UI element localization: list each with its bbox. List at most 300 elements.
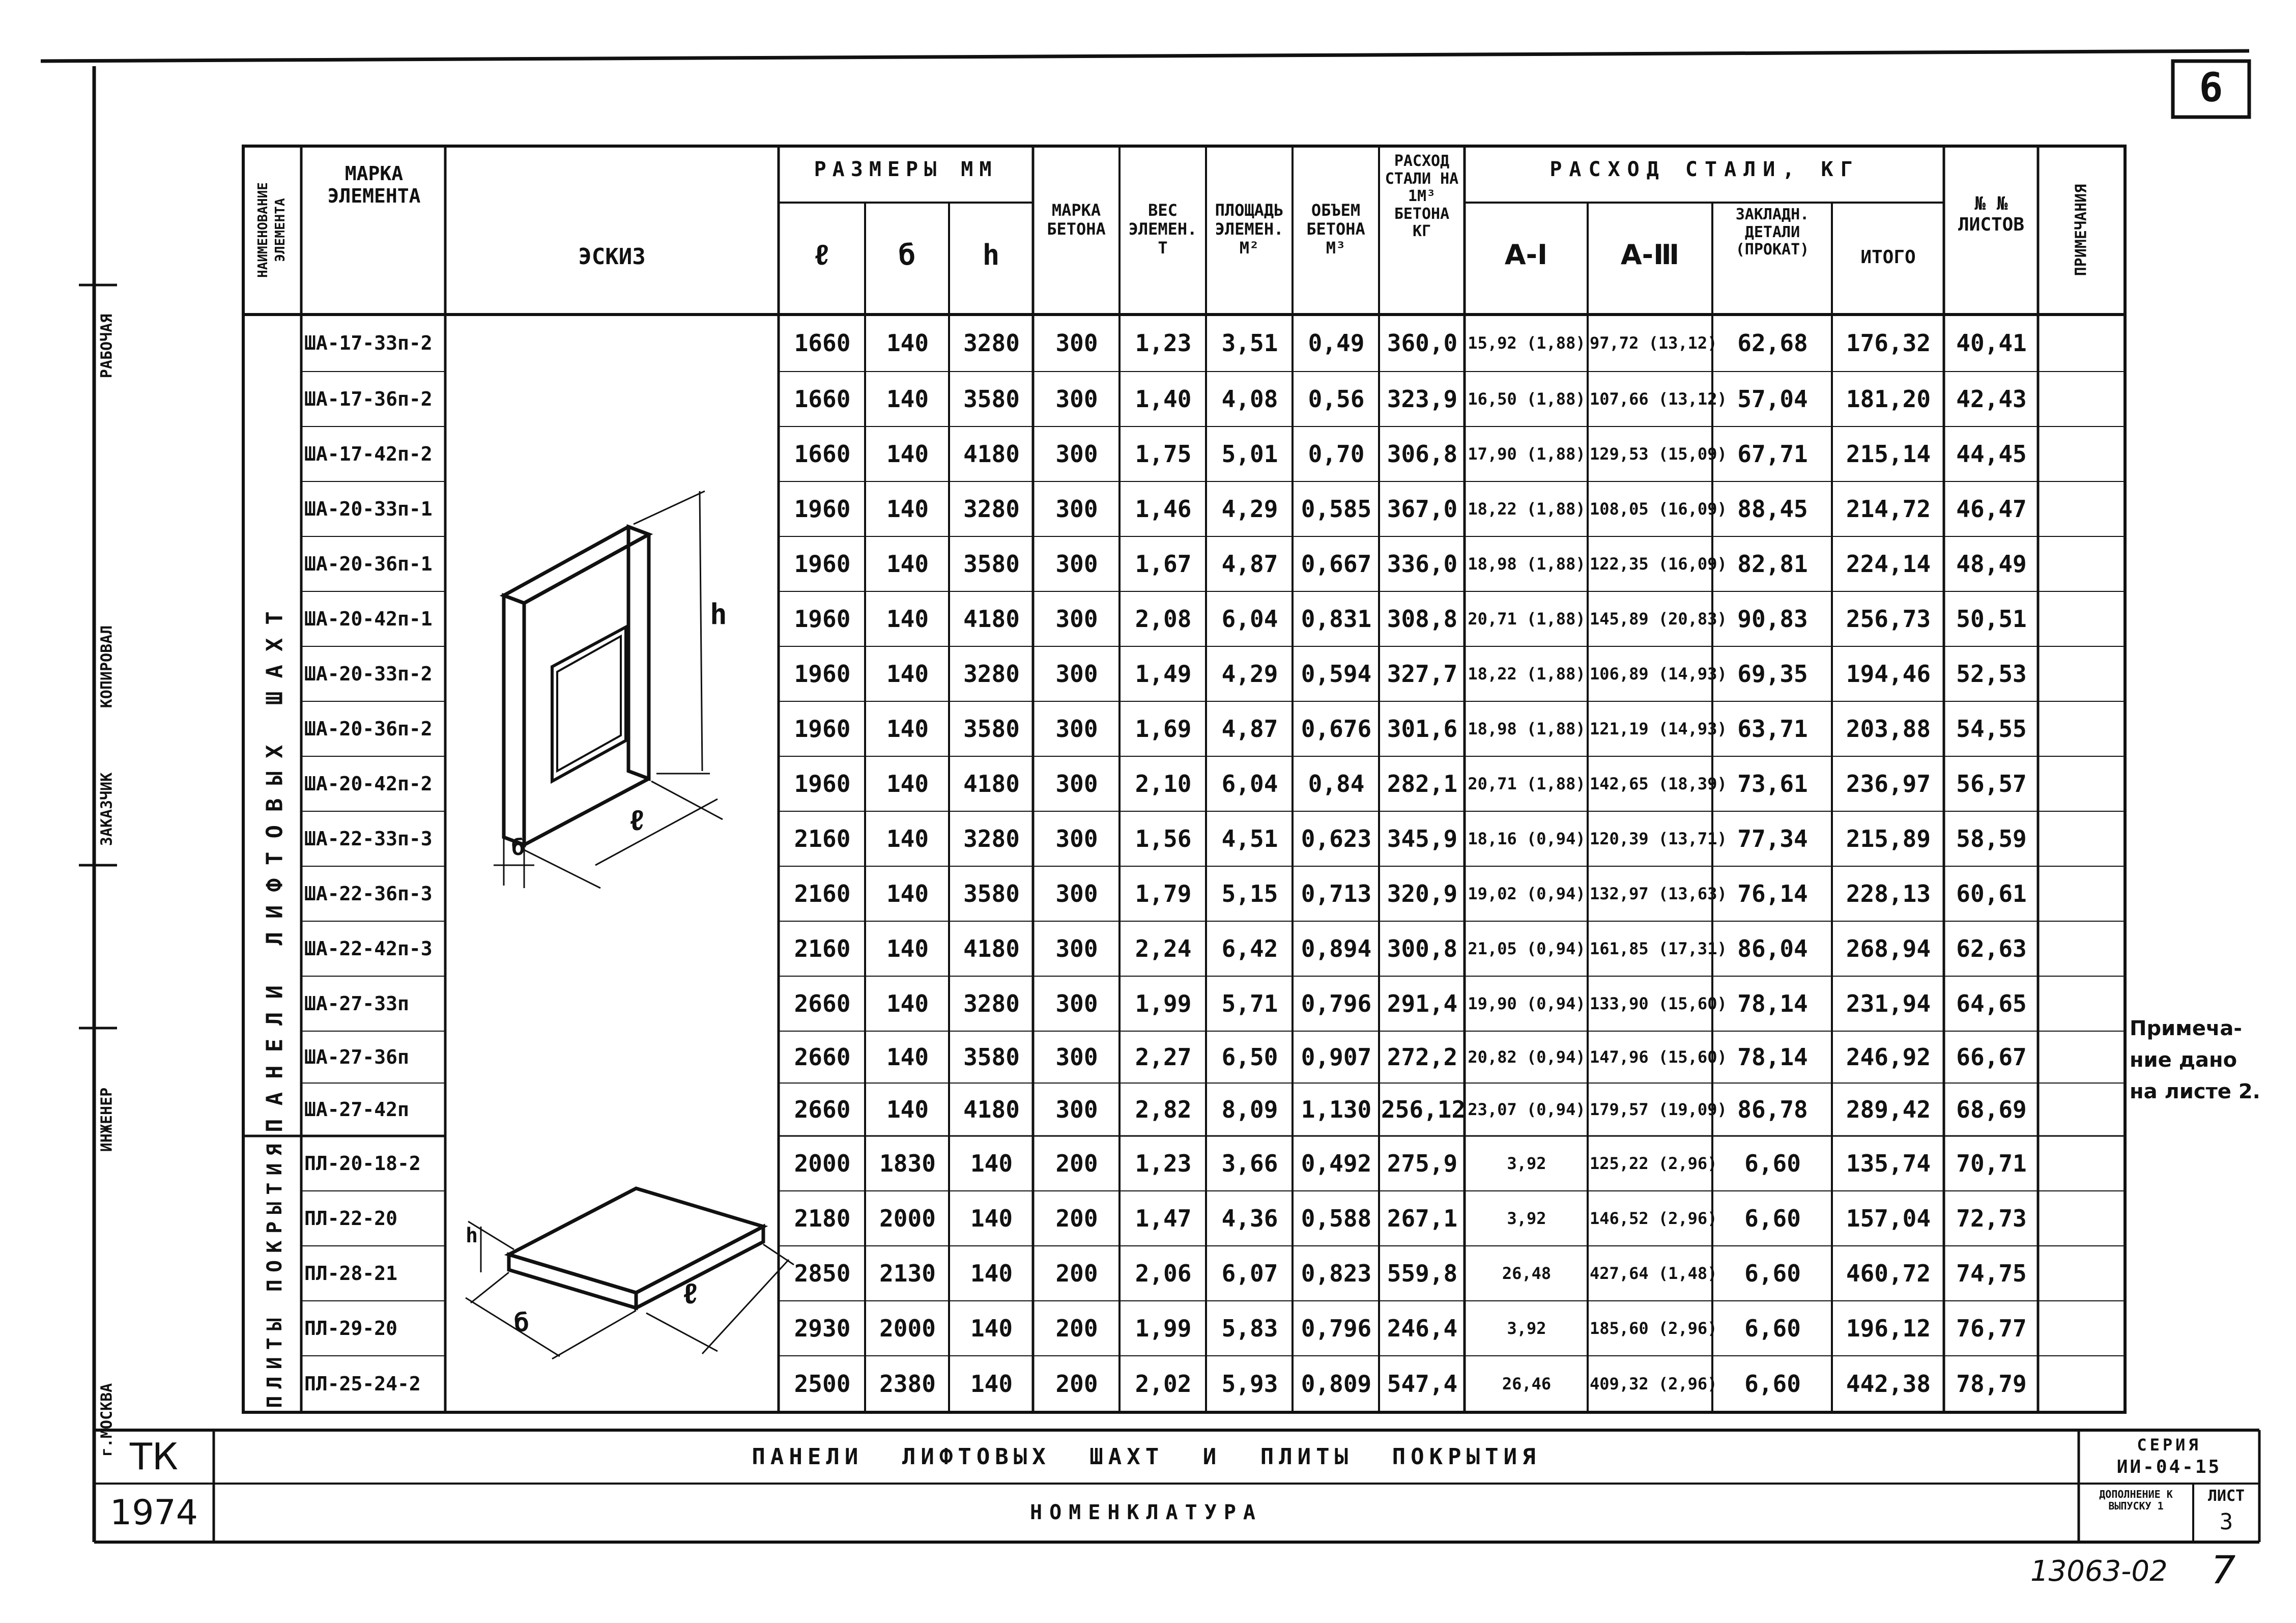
title-year: 1974 (109, 1493, 198, 1533)
row-5-area: 4,87 (1221, 550, 1278, 578)
sheet-label: ЛИСТ (2207, 1487, 2245, 1505)
row-18-volume: 0,823 (1301, 1260, 1372, 1287)
row-6-l: 1960 (794, 605, 851, 633)
row-18-l: 2850 (794, 1260, 851, 1287)
slab-label-l: ℓ (682, 1277, 699, 1311)
row-13-total: 231,94 (1846, 990, 1931, 1017)
footer-code: 13063-02 (2030, 1555, 2168, 1588)
row-16-steel-a1: 3,92 (1507, 1154, 1546, 1173)
row-11-sheets: 60,61 (1956, 880, 2027, 907)
row-17-steel-a3: 146,52 (2,96) (1590, 1209, 1717, 1228)
row-12-area: 6,42 (1221, 935, 1278, 962)
row-10-steel-per-m3: 345,9 (1387, 825, 1458, 852)
row-3-b: 140 (886, 440, 929, 468)
row-15-volume: 1,130 (1301, 1096, 1372, 1123)
row-4-embedded: 88,45 (1737, 495, 1808, 523)
row-20-weight: 2,02 (1135, 1370, 1192, 1398)
row-1-area: 3,51 (1221, 329, 1278, 357)
row-6-volume: 0,831 (1301, 605, 1372, 633)
row-12-l: 2160 (794, 935, 851, 962)
row-11-volume: 0,713 (1301, 880, 1372, 907)
row-5-sheets: 48,49 (1956, 550, 2027, 578)
row-7-embedded: 69,35 (1737, 660, 1808, 688)
row-16-sheets: 70,71 (1956, 1150, 2027, 1177)
row-20-h: 140 (970, 1370, 1013, 1398)
row-7-steel-a1: 18,22 (1,88) (1468, 664, 1586, 684)
row-7-l: 1960 (794, 660, 851, 688)
row-12-h: 4180 (963, 935, 1020, 962)
row-11-b: 140 (886, 880, 929, 907)
row-14-area: 6,50 (1221, 1043, 1278, 1071)
row-1-h: 3280 (963, 329, 1020, 357)
row-12-concrete: 300 (1055, 935, 1098, 962)
row-9-steel-a1: 20,71 (1,88) (1468, 774, 1586, 793)
row-20-area: 5,93 (1221, 1370, 1278, 1398)
row-20-embedded: 6,60 (1744, 1370, 1801, 1398)
row-1-steel-a1: 15,92 (1,88) (1468, 333, 1586, 353)
group-label-roof: ПЛИТЫ ПОКРЫТИЯ (263, 1136, 286, 1408)
row-6-mark: ША-20-42п-1 (304, 608, 433, 630)
row-8-steel-per-m3: 301,6 (1387, 715, 1458, 743)
row-15-concrete: 300 (1055, 1096, 1098, 1123)
row-16-b: 1830 (879, 1150, 936, 1177)
row-19-steel-per-m3: 246,4 (1387, 1315, 1458, 1342)
row-17-weight: 1,47 (1135, 1205, 1192, 1232)
header-dim-b: б (898, 239, 916, 272)
row-20-steel-a1: 26,46 (1502, 1374, 1552, 1393)
row-13-b: 140 (886, 990, 929, 1017)
row-8-steel-a1: 18,98 (1,88) (1468, 719, 1586, 738)
stamp-role-engineer: ИНЖЕНЕР (98, 1087, 116, 1152)
header-name-group: НАИМЕНОВАНИЕ ЭЛЕМЕНТА (255, 182, 288, 278)
row-6-area: 6,04 (1221, 605, 1278, 633)
row-3-l: 1660 (794, 440, 851, 468)
row-3-embedded: 67,71 (1737, 440, 1808, 468)
row-8-b: 140 (886, 715, 929, 743)
row-5-mark: ША-20-36п-1 (304, 553, 433, 575)
row-4-h: 3280 (963, 495, 1020, 523)
row-14-total: 246,92 (1846, 1043, 1931, 1071)
row-2-weight: 1,40 (1135, 385, 1192, 413)
row-13-steel-per-m3: 291,4 (1387, 990, 1458, 1017)
sheet-value: 3 (2219, 1509, 2233, 1535)
row-9-l: 1960 (794, 770, 851, 798)
row-7-steel-a3: 106,89 (14,93) (1590, 664, 1727, 684)
row-2-concrete: 300 (1055, 385, 1098, 413)
row-6-b: 140 (886, 605, 929, 633)
row-8-mark: ША-20-36п-2 (304, 718, 433, 740)
row-19-embedded: 6,60 (1744, 1315, 1801, 1342)
row-15-area: 8,09 (1221, 1096, 1278, 1123)
row-16-volume: 0,492 (1301, 1150, 1372, 1177)
row-1-steel-per-m3: 360,0 (1387, 329, 1458, 357)
row-16-area: 3,66 (1221, 1150, 1278, 1177)
row-1-total: 176,32 (1846, 329, 1931, 357)
row-6-h: 4180 (963, 605, 1020, 633)
row-7-mark: ША-20-33п-2 (304, 663, 433, 685)
row-10-b: 140 (886, 825, 929, 852)
footer-page: 7 (2211, 1547, 2236, 1592)
header-dim-h: h (982, 239, 1000, 272)
series-value: ИИ-04-15 (2116, 1457, 2222, 1477)
row-8-embedded: 63,71 (1737, 715, 1808, 743)
row-20-sheets: 78,79 (1956, 1370, 2027, 1398)
row-4-l: 1960 (794, 495, 851, 523)
row-20-volume: 0,809 (1301, 1370, 1372, 1398)
row-10-area: 4,51 (1221, 825, 1278, 852)
row-5-steel-a1: 18,98 (1,88) (1468, 554, 1586, 574)
row-4-mark: ША-20-33п-1 (304, 498, 433, 520)
shaft-panel-sketch (494, 491, 723, 888)
row-7-h: 3280 (963, 660, 1020, 688)
note-line-1: Примеча- (2130, 1017, 2243, 1040)
row-17-l: 2180 (794, 1205, 851, 1232)
row-18-steel-a3: 427,64 (1,48) (1590, 1264, 1717, 1283)
title-main: ПАНЕЛИ ЛИФТОВЫХ ШАХТ И ПЛИТЫ ПОКРЫТИЯ (752, 1444, 1541, 1470)
row-7-total: 194,46 (1846, 660, 1931, 688)
sketch-label-l: ℓ (628, 804, 646, 837)
row-7-weight: 1,49 (1135, 660, 1192, 688)
row-16-mark: ПЛ-20-18-2 (304, 1152, 421, 1175)
row-11-steel-per-m3: 320,9 (1387, 880, 1458, 907)
row-16-steel-per-m3: 275,9 (1387, 1150, 1458, 1177)
header-concrete-grade: МАРКА БЕТОНА (1047, 201, 1106, 239)
row-19-volume: 0,796 (1301, 1315, 1372, 1342)
row-4-area: 4,29 (1221, 495, 1278, 523)
slab-label-b: б (514, 1308, 530, 1337)
row-4-steel-a1: 18,22 (1,88) (1468, 499, 1586, 519)
row-20-l: 2500 (794, 1370, 851, 1398)
row-20-steel-a3: 409,32 (2,96) (1590, 1374, 1717, 1393)
row-5-volume: 0,667 (1301, 550, 1372, 578)
row-5-steel-per-m3: 336,0 (1387, 550, 1458, 578)
row-11-area: 5,15 (1221, 880, 1278, 907)
header-area: ПЛОЩАДЬ ЭЛЕМЕН. М² (1215, 201, 1284, 258)
row-10-volume: 0,623 (1301, 825, 1372, 852)
row-10-mark: ША-22-33п-3 (304, 828, 433, 850)
row-16-concrete: 200 (1055, 1150, 1098, 1177)
row-5-total: 224,14 (1846, 550, 1931, 578)
row-4-total: 214,72 (1846, 495, 1931, 523)
row-18-embedded: 6,60 (1744, 1260, 1801, 1287)
row-6-steel-a3: 145,89 (20,83) (1590, 609, 1727, 629)
row-6-total: 256,73 (1846, 605, 1931, 633)
row-20-mark: ПЛ-25-24-2 (304, 1373, 421, 1395)
row-9-embedded: 73,61 (1737, 770, 1808, 798)
row-12-b: 140 (886, 935, 929, 962)
row-2-total: 181,20 (1846, 385, 1931, 413)
row-3-mark: ША-17-42п-2 (304, 443, 433, 465)
header-weight: ВЕС ЭЛЕМЕН. Т (1128, 201, 1197, 258)
row-10-weight: 1,56 (1135, 825, 1192, 852)
header-sheets: № № ЛИСТОВ (1958, 193, 2025, 236)
row-8-area: 4,87 (1221, 715, 1278, 743)
row-8-concrete: 300 (1055, 715, 1098, 743)
stamp-role-customer: ЗАКАЗЧИК (98, 772, 116, 846)
header-mark: МАРКА ЭЛЕМЕНТА (327, 162, 421, 207)
addendum-label: ДОПОЛНЕНИЕ К ВЫПУСКУ 1 (2099, 1488, 2173, 1512)
row-10-embedded: 77,34 (1737, 825, 1808, 852)
row-9-total: 236,97 (1846, 770, 1931, 798)
note-line-2: ние дано (2130, 1048, 2237, 1072)
row-8-sheets: 54,55 (1956, 715, 2027, 743)
row-4-concrete: 300 (1055, 495, 1098, 523)
note-line-3: на листе 2. (2130, 1080, 2260, 1103)
row-13-steel-a1: 19,90 (0,94) (1468, 994, 1586, 1013)
row-6-concrete: 300 (1055, 605, 1098, 633)
row-17-sheets: 72,73 (1956, 1205, 2027, 1232)
row-7-concrete: 300 (1055, 660, 1098, 688)
row-2-steel-per-m3: 323,9 (1387, 385, 1458, 413)
row-3-total: 215,14 (1846, 440, 1931, 468)
row-6-embedded: 90,83 (1737, 605, 1808, 633)
row-13-embedded: 78,14 (1737, 990, 1808, 1017)
row-15-b: 140 (886, 1096, 929, 1123)
row-3-concrete: 300 (1055, 440, 1098, 468)
row-19-area: 5,83 (1221, 1315, 1278, 1342)
row-19-steel-a1: 3,92 (1507, 1319, 1546, 1338)
row-14-concrete: 300 (1055, 1043, 1098, 1071)
row-6-weight: 2,08 (1135, 605, 1192, 633)
row-5-steel-a3: 122,35 (16,09) (1590, 554, 1727, 574)
row-20-b: 2380 (879, 1370, 936, 1398)
row-12-total: 268,94 (1846, 935, 1931, 962)
title-sub: НОМЕНКЛАТУРА (1030, 1501, 1262, 1524)
row-10-concrete: 300 (1055, 825, 1098, 852)
row-3-volume: 0,70 (1308, 440, 1365, 468)
row-19-l: 2930 (794, 1315, 851, 1342)
row-11-weight: 1,79 (1135, 880, 1192, 907)
row-16-h: 140 (970, 1150, 1013, 1177)
row-11-mark: ША-22-36п-3 (304, 882, 433, 905)
row-7-volume: 0,594 (1301, 660, 1372, 688)
row-3-weight: 1,75 (1135, 440, 1192, 468)
header-volume: ОБЪЕМ БЕТОНА М³ (1306, 201, 1365, 258)
row-12-steel-a1: 21,05 (0,94) (1468, 939, 1586, 958)
row-6-sheets: 50,51 (1956, 605, 2027, 633)
row-11-l: 2160 (794, 880, 851, 907)
row-1-sheets: 40,41 (1956, 329, 2027, 357)
row-11-total: 228,13 (1846, 880, 1931, 907)
row-9-area: 6,04 (1221, 770, 1278, 798)
row-2-volume: 0,56 (1308, 385, 1365, 413)
header-sketch: ЭСКИЗ (578, 244, 646, 270)
row-12-mark: ША-22-42п-3 (304, 937, 433, 960)
row-14-volume: 0,907 (1301, 1043, 1372, 1071)
row-9-steel-per-m3: 282,1 (1387, 770, 1458, 798)
header-dimensions: РАЗМЕРЫ ММ (814, 158, 998, 181)
series-label: СЕРИЯ (2137, 1435, 2201, 1455)
row-11-steel-a1: 19,02 (0,94) (1468, 884, 1586, 903)
row-18-steel-a1: 26,48 (1502, 1264, 1552, 1283)
row-5-l: 1960 (794, 550, 851, 578)
row-8-weight: 1,69 (1135, 715, 1192, 743)
row-16-embedded: 6,60 (1744, 1150, 1801, 1177)
note-text (2130, 1013, 2260, 1107)
row-15-steel-a1: 23,07 (0,94) (1468, 1100, 1586, 1119)
stamp-role-working: РАБОЧАЯ (98, 314, 116, 379)
row-10-h: 3280 (963, 825, 1020, 852)
row-12-steel-per-m3: 300,8 (1387, 935, 1458, 962)
row-17-steel-per-m3: 267,1 (1387, 1205, 1458, 1232)
row-12-embedded: 86,04 (1737, 935, 1808, 962)
row-9-concrete: 300 (1055, 770, 1098, 798)
row-14-steel-a1: 20,82 (0,94) (1468, 1047, 1586, 1067)
row-17-b: 2000 (879, 1205, 936, 1232)
row-19-b: 2000 (879, 1315, 936, 1342)
row-18-concrete: 200 (1055, 1260, 1098, 1287)
row-2-sheets: 42,43 (1956, 385, 2027, 413)
frame-top-line (41, 51, 2249, 61)
row-2-mark: ША-17-36п-2 (304, 388, 433, 410)
row-13-steel-a3: 133,90 (15,60) (1590, 994, 1727, 1013)
header-steel-per-m3: РАСХОД СТАЛИ НА 1М³ БЕТОНА КГ (1385, 152, 1459, 240)
header-embedded: ЗАКЛАДН. ДЕТАЛИ (ПРОКАТ) (1735, 206, 1810, 259)
row-7-area: 4,29 (1221, 660, 1278, 688)
row-18-b: 2130 (879, 1260, 936, 1287)
row-18-h: 140 (970, 1260, 1013, 1287)
slab-label-h: h (466, 1224, 478, 1247)
row-8-total: 203,88 (1846, 715, 1931, 743)
title-org: ТК (129, 1435, 179, 1478)
row-14-l: 2660 (794, 1043, 851, 1071)
row-4-weight: 1,46 (1135, 495, 1192, 523)
row-20-concrete: 200 (1055, 1370, 1098, 1398)
row-2-h: 3580 (963, 385, 1020, 413)
row-17-h: 140 (970, 1205, 1013, 1232)
row-15-sheets: 68,69 (1956, 1096, 2027, 1123)
group-label-shaft: ПАНЕЛИ ЛИФТОВЫХ ШАХТ (262, 598, 288, 1132)
row-11-embedded: 76,14 (1737, 880, 1808, 907)
row-8-l: 1960 (794, 715, 851, 743)
row-4-volume: 0,585 (1301, 495, 1372, 523)
row-18-steel-per-m3: 559,8 (1387, 1260, 1458, 1287)
row-9-weight: 2,10 (1135, 770, 1192, 798)
row-1-concrete: 300 (1055, 329, 1098, 357)
row-18-weight: 2,06 (1135, 1260, 1192, 1287)
header-steel-a1: А-Ⅰ (1504, 239, 1548, 271)
row-15-l: 2660 (794, 1096, 851, 1123)
row-7-b: 140 (886, 660, 929, 688)
row-15-total: 289,42 (1846, 1096, 1931, 1123)
row-20-total: 442,38 (1846, 1370, 1931, 1398)
row-15-steel-a3: 179,57 (19,09) (1590, 1100, 1727, 1119)
row-13-sheets: 64,65 (1956, 990, 2027, 1017)
row-12-sheets: 62,63 (1956, 935, 2027, 962)
row-13-h: 3280 (963, 990, 1020, 1017)
row-14-steel-per-m3: 272,2 (1387, 1043, 1458, 1071)
sketch-label-h: h (710, 598, 727, 631)
row-9-sheets: 56,57 (1956, 770, 2027, 798)
row-13-area: 5,71 (1221, 990, 1278, 1017)
row-13-l: 2660 (794, 990, 851, 1017)
row-2-embedded: 57,04 (1737, 385, 1808, 413)
row-18-area: 6,07 (1221, 1260, 1278, 1287)
row-9-h: 4180 (963, 770, 1020, 798)
row-15-h: 4180 (963, 1096, 1020, 1123)
row-3-steel-a1: 17,90 (1,88) (1468, 444, 1586, 464)
row-17-volume: 0,588 (1301, 1205, 1372, 1232)
row-14-sheets: 66,67 (1956, 1043, 2027, 1071)
row-10-steel-a3: 120,39 (13,71) (1590, 829, 1727, 848)
row-1-b: 140 (886, 329, 929, 357)
header-notes: ПРИМЕЧАНИЯ (2072, 184, 2090, 276)
row-1-embedded: 62,68 (1737, 329, 1808, 357)
row-13-weight: 1,99 (1135, 990, 1192, 1017)
row-14-weight: 2,27 (1135, 1043, 1192, 1071)
row-19-steel-a3: 185,60 (2,96) (1590, 1319, 1717, 1338)
row-14-b: 140 (886, 1043, 929, 1071)
row-3-steel-a3: 129,53 (15,09) (1590, 444, 1727, 464)
row-12-volume: 0,894 (1301, 935, 1372, 962)
sketch-label-b: б (511, 835, 525, 861)
row-7-sheets: 52,53 (1956, 660, 2027, 688)
row-16-weight: 1,23 (1135, 1150, 1192, 1177)
row-17-embedded: 6,60 (1744, 1205, 1801, 1232)
row-9-b: 140 (886, 770, 929, 798)
row-2-area: 4,08 (1221, 385, 1278, 413)
header-total: ИТОГО (1860, 247, 1916, 268)
header-steel-a3: А-Ⅲ (1620, 239, 1680, 271)
row-11-steel-a3: 132,97 (13,63) (1590, 884, 1727, 903)
row-8-volume: 0,676 (1301, 715, 1372, 743)
row-1-weight: 1,23 (1135, 329, 1192, 357)
row-4-steel-per-m3: 367,0 (1387, 495, 1458, 523)
row-15-weight: 2,82 (1135, 1096, 1192, 1123)
stamp-role-copier: КОПИРОВАЛ (98, 625, 116, 708)
row-13-concrete: 300 (1055, 990, 1098, 1017)
row-7-steel-per-m3: 327,7 (1387, 660, 1458, 688)
row-2-b: 140 (886, 385, 929, 413)
row-10-total: 215,89 (1846, 825, 1931, 852)
row-5-embedded: 82,81 (1737, 550, 1808, 578)
row-15-steel-per-m3: 256,12 (1381, 1096, 1466, 1123)
stamp-city: г.МОСКВА (98, 1383, 116, 1457)
row-5-concrete: 300 (1055, 550, 1098, 578)
row-10-l: 2160 (794, 825, 851, 852)
row-1-l: 1660 (794, 329, 851, 357)
row-1-mark: ША-17-33п-2 (304, 332, 433, 354)
row-17-area: 4,36 (1221, 1205, 1278, 1232)
row-3-h: 4180 (963, 440, 1020, 468)
row-15-embedded: 86,78 (1737, 1096, 1808, 1123)
row-14-mark: ША-27-36п (304, 1046, 409, 1068)
row-5-h: 3580 (963, 550, 1020, 578)
row-19-concrete: 200 (1055, 1315, 1098, 1342)
row-1-steel-a3: 97,72 (13,12) (1590, 333, 1717, 353)
row-17-mark: ПЛ-22-20 (304, 1207, 398, 1230)
row-14-steel-a3: 147,96 (15,60) (1590, 1047, 1727, 1067)
header-steel-group: РАСХОД СТАЛИ, КГ (1549, 158, 1860, 181)
row-13-mark: ША-27-33п (304, 992, 409, 1015)
row-19-total: 196,12 (1846, 1315, 1931, 1342)
row-14-embedded: 78,14 (1737, 1043, 1808, 1071)
row-18-sheets: 74,75 (1956, 1260, 2027, 1287)
row-16-steel-a3: 125,22 (2,96) (1590, 1154, 1717, 1173)
row-9-volume: 0,84 (1308, 770, 1365, 798)
row-16-l: 2000 (794, 1150, 851, 1177)
row-4-steel-a3: 108,05 (16,09) (1590, 499, 1727, 519)
row-18-total: 460,72 (1846, 1260, 1931, 1287)
row-2-steel-a1: 16,50 (1,88) (1468, 389, 1586, 409)
row-17-steel-a1: 3,92 (1507, 1209, 1546, 1228)
row-11-h: 3580 (963, 880, 1020, 907)
row-12-weight: 2,24 (1135, 935, 1192, 962)
row-8-h: 3580 (963, 715, 1020, 743)
row-3-sheets: 44,45 (1956, 440, 2027, 468)
row-16-total: 135,74 (1846, 1150, 1931, 1177)
row-19-sheets: 76,77 (1956, 1315, 2027, 1342)
